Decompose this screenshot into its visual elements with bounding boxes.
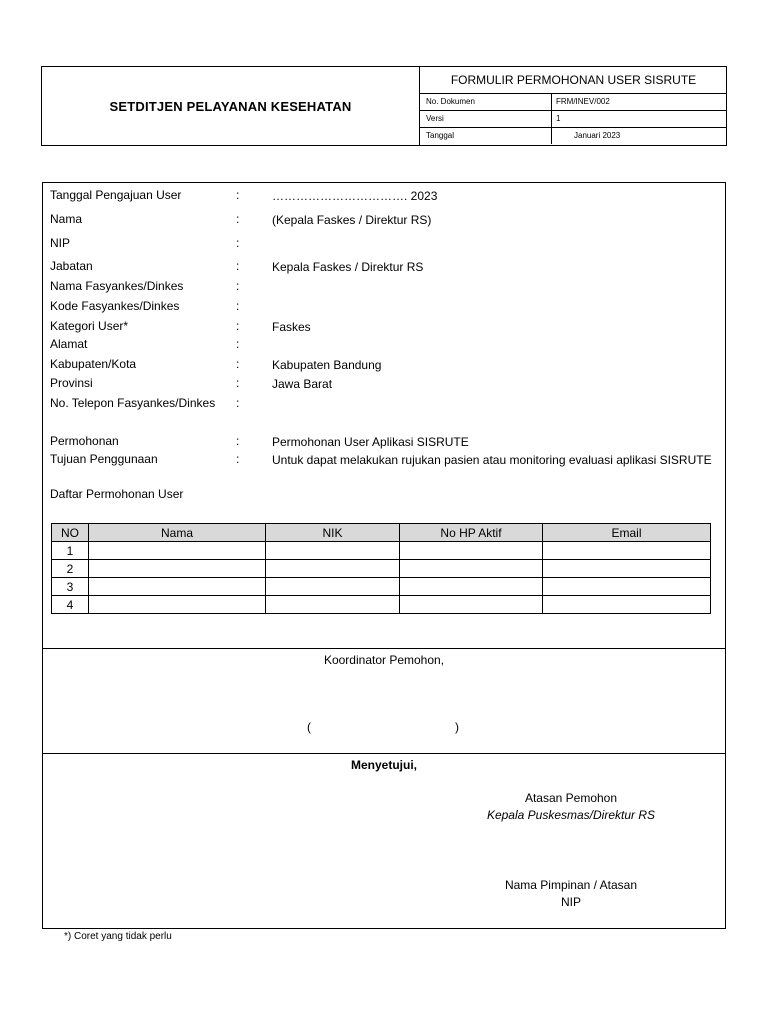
- approver-nip-line: NIP: [560, 895, 581, 909]
- document-meta: [419, 67, 727, 145]
- field-value: Untuk dapat melakukan rujukan pasien atau monitoring evaluasi aplikasi SISRUTE: [272, 453, 712, 467]
- form-title: FORMULIR PERMOHONAN USER SISRUTE: [420, 67, 727, 94]
- field-label: No. Telepon Fasyankes/Dinkes: [50, 396, 216, 410]
- signature-close-paren: ): [455, 720, 459, 734]
- field-value: Jawa Barat: [272, 377, 333, 391]
- nik-cell: [266, 560, 400, 578]
- field-colon: :: [236, 279, 240, 293]
- column-header-nik: NIK: [266, 524, 400, 542]
- field-label: Permohonan: [50, 434, 119, 448]
- coordinator-title: Koordinator Pemohon,: [323, 653, 445, 667]
- field-label: Nama Fasyankes/Dinkes: [50, 279, 184, 293]
- field-label: Tujuan Penggunaan: [50, 452, 158, 466]
- field-label: Kode Fasyankes/Dinkes: [50, 299, 180, 313]
- column-header-name: Nama: [89, 524, 266, 542]
- approver-role: Atasan Pemohon: [524, 791, 618, 805]
- meta-label: Tanggal: [426, 131, 455, 140]
- nik-cell: [266, 596, 400, 614]
- meta-label: Versi: [426, 114, 444, 123]
- field-colon: :: [236, 357, 240, 371]
- field-value: Kabupaten Bandung: [272, 358, 382, 372]
- document-header: [41, 66, 727, 146]
- row-number: 3: [52, 578, 89, 596]
- meta-value: Januari 2023: [551, 128, 727, 144]
- field-label: Kabupaten/Kota: [50, 357, 137, 371]
- field-value: Permohonan User Aplikasi SISRUTE: [272, 435, 469, 449]
- field-value: Kepala Faskes / Direktur RS: [272, 260, 424, 274]
- meta-row-date: [420, 128, 727, 145]
- field-colon: :: [236, 337, 240, 351]
- phone-cell: [400, 578, 543, 596]
- column-header-email: Email: [543, 524, 711, 542]
- email-cell: [543, 596, 711, 614]
- phone-cell: [400, 596, 543, 614]
- field-label: Nama: [50, 212, 83, 226]
- user-list-title: Daftar Permohonan User: [50, 487, 184, 501]
- table-row: [52, 596, 711, 614]
- meta-row-document-number: [420, 94, 727, 111]
- meta-label: No. Dokumen: [426, 97, 475, 106]
- field-label: NIP: [50, 236, 71, 250]
- approver-name-line: Nama Pimpinan / Atasan: [504, 878, 638, 892]
- field-value: (Kepala Faskes / Direktur RS): [272, 213, 432, 227]
- field-colon: :: [236, 396, 240, 410]
- organization-name: SETDITJEN PELAYANAN KESEHATAN: [109, 98, 352, 114]
- field-value: ……………………………. 2023: [272, 189, 438, 203]
- meta-row-version: [420, 111, 727, 128]
- field-label: Alamat: [50, 337, 88, 351]
- field-value: Faskes: [272, 320, 311, 334]
- email-cell: [543, 578, 711, 596]
- name-cell: [89, 578, 266, 596]
- nik-cell: [266, 578, 400, 596]
- user-request-table: [51, 523, 711, 614]
- field-colon: :: [236, 376, 240, 390]
- table-row: [52, 578, 711, 596]
- name-cell: [89, 542, 266, 560]
- field-label: Kategori User*: [50, 319, 129, 333]
- approval-title: Menyetujui,: [350, 758, 417, 772]
- field-colon: :: [236, 299, 240, 313]
- section-divider: [43, 648, 725, 649]
- signature-open-paren: (: [307, 720, 311, 734]
- column-header-phone: No HP Aktif: [400, 524, 543, 542]
- table-header-row: [52, 524, 711, 542]
- email-cell: [543, 560, 711, 578]
- section-divider: [43, 753, 725, 754]
- phone-cell: [400, 560, 543, 578]
- approver-role-detail: Kepala Puskesmas/Direktur RS: [486, 808, 656, 822]
- field-label: Provinsi: [50, 376, 93, 390]
- row-number: 2: [52, 560, 89, 578]
- footnote: *) Coret yang tidak perlu: [64, 931, 172, 942]
- meta-value: FRM/INEV/002: [551, 94, 727, 110]
- meta-value: 1: [551, 111, 727, 127]
- field-colon: :: [236, 212, 240, 226]
- name-cell: [89, 560, 266, 578]
- email-cell: [543, 542, 711, 560]
- field-colon: :: [236, 259, 240, 273]
- field-colon: :: [236, 236, 240, 250]
- column-header-no: NO: [52, 524, 89, 542]
- nik-cell: [266, 542, 400, 560]
- field-colon: :: [236, 452, 240, 466]
- name-cell: [89, 596, 266, 614]
- row-number: 1: [52, 542, 89, 560]
- field-label: Jabatan: [50, 259, 93, 273]
- form-body: [42, 182, 726, 929]
- field-colon: :: [236, 434, 240, 448]
- field-label: Tanggal Pengajuan User: [50, 188, 182, 202]
- table-row: [52, 542, 711, 560]
- table-row: [52, 560, 711, 578]
- field-colon: :: [236, 319, 240, 333]
- phone-cell: [400, 542, 543, 560]
- field-colon: :: [236, 188, 240, 202]
- row-number: 4: [52, 596, 89, 614]
